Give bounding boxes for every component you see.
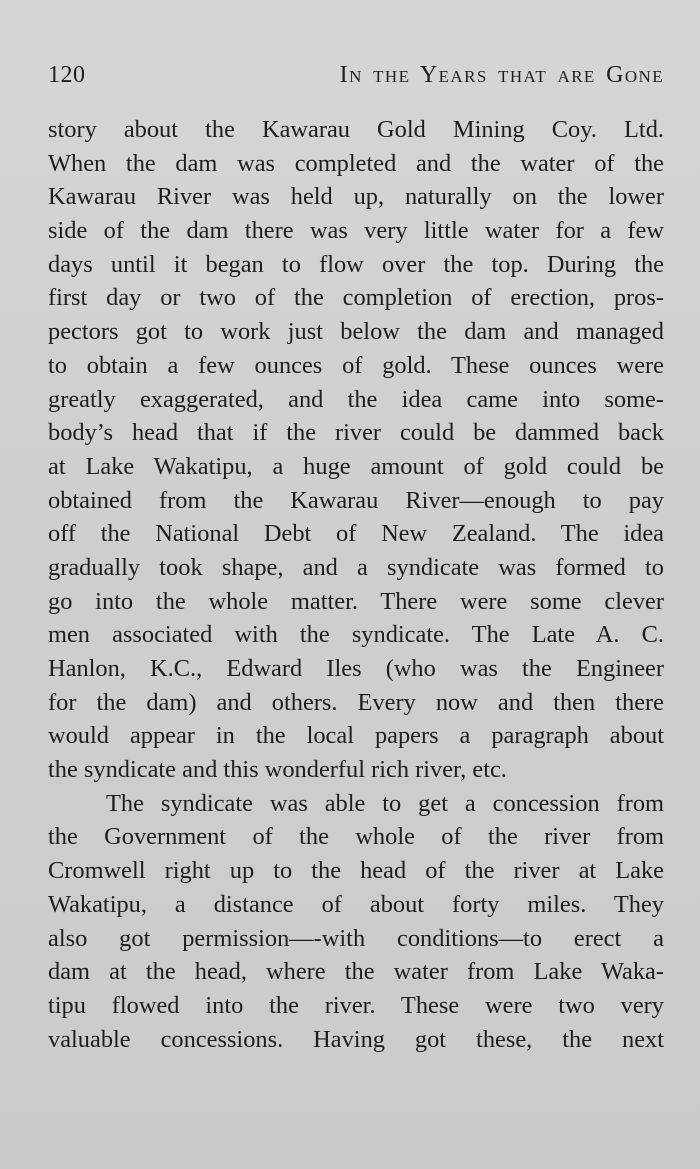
text-line: gradually took shape, and a syndicate was formed to: [48, 553, 664, 581]
text-line: valuable concessions. Having got these, the next: [48, 1025, 664, 1053]
text-line: at Lake Wakatipu, a huge amount of gold could be: [48, 452, 664, 480]
text-line: first day or two of the completion of erection, pros-: [48, 284, 664, 312]
text-line: side of the dam there was very little water for a few: [48, 217, 664, 245]
running-head: [48, 62, 664, 94]
text-line: would appear in the local papers a paragraph about: [48, 722, 664, 750]
text-line: the syndicate and this wonderful rich river, etc.: [48, 756, 507, 784]
running-title: In the Years that are Gone: [339, 62, 664, 88]
text-line: Cromwell right up to the head of the river at Lake: [48, 857, 664, 885]
text-line: greatly exaggerated, and the idea came into some-: [48, 385, 664, 413]
text-line: tipu flowed into the river. These were two very: [48, 991, 664, 1019]
text-line: for the dam) and others. Every now and then there: [48, 688, 664, 716]
text-line: Wakatipu, a distance of about forty miles. They: [48, 890, 664, 918]
text-line: body’s head that if the river could be dammed back: [48, 419, 664, 447]
text-line: the Government of the whole of the river from: [48, 823, 664, 851]
text-line: pectors got to work just below the dam and managed: [48, 318, 664, 346]
text-line: days until it began to flow over the top. During the: [48, 250, 664, 278]
text-line: story about the Kawarau Gold Mining Coy. Ltd.: [48, 116, 664, 143]
text-line: When the dam was completed and the water of the: [48, 149, 664, 177]
text-line: The syndicate was able to get a concession from: [106, 789, 664, 817]
text-line: dam at the head, where the water from Lake Waka-: [48, 958, 664, 986]
text-line: to obtain a few ounces of gold. These ounces were: [48, 351, 664, 379]
body-text: [48, 113, 664, 1056]
text-line: go into the whole matter. There were some clever: [48, 587, 664, 615]
text-line: men associated with the syndicate. The Late A. C.: [48, 621, 664, 649]
text-line: also got permission—-with conditions—to erect a: [48, 924, 664, 952]
page-number: 120: [48, 62, 86, 88]
text-line: Kawarau River was held up, naturally on the lower: [48, 183, 664, 211]
text-line: Hanlon, K.C., Edward Iles (who was the Engineer: [48, 655, 664, 682]
text-line: obtained from the Kawarau River—enough to pay: [48, 486, 664, 514]
text-line: off the National Debt of New Zealand. The idea: [48, 520, 664, 548]
